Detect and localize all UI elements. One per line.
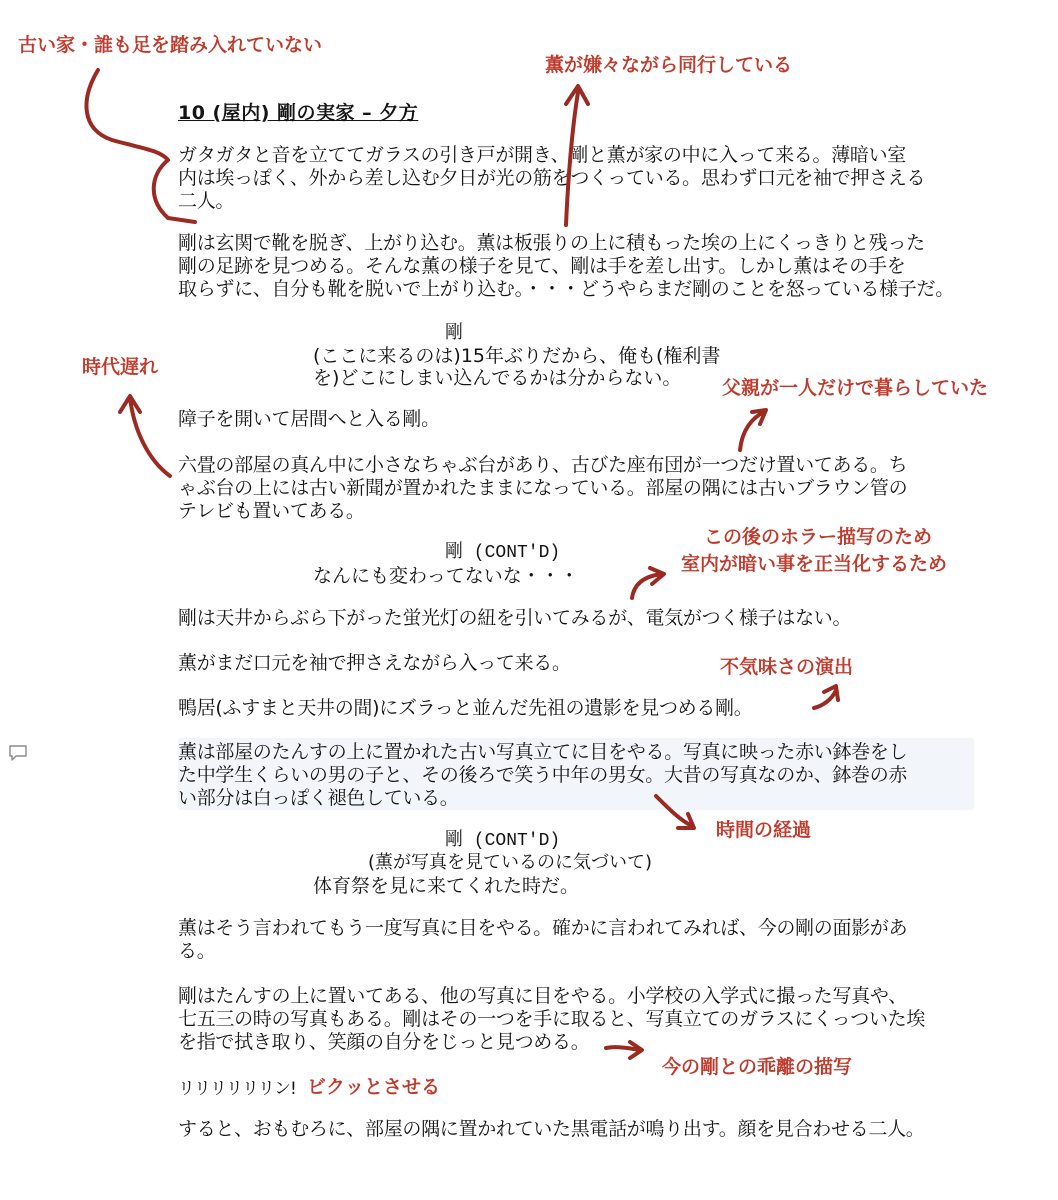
scene-heading: 10 (屋内) 剛の実家 – 夕方 <box>178 102 419 124</box>
comment-icon[interactable] <box>8 744 28 762</box>
annotation-gap: 今の剛との乖離の描写 <box>662 1056 853 1078</box>
action-paragraph: すると、おもむろに、部屋の隅に置かれていた黒電話が鳴り出す。顔を見合わせる二人。 <box>178 1118 925 1140</box>
action-paragraph: 剛は天井からぶら下がった蛍光灯の紐を引いてみるが、電気がつく様子はない。 <box>178 607 852 629</box>
dialogue-line: (ここに来るのは)15年ぶりだから、俺も(権利書 を)どこにしまい込んでるかは分からない。 <box>313 345 721 389</box>
character-name: 剛 (CONT'D) <box>445 831 561 851</box>
character-name: 剛 (CONT'D) <box>445 543 561 563</box>
annotation-horror-1: この後のホラー描写のため <box>704 526 933 548</box>
action-paragraph: 六畳の部屋の真ん中に小さなちゃぶ台があり、古びた座布団が一つだけ置いてある。ち ゃぶ台の上には古い新聞が置かれたままになっている。部屋の隅には古いブラウン管の テレビも置いてある。 <box>178 454 908 522</box>
sound-effect: リリリリリリン! <box>178 1079 296 1099</box>
action-paragraph: 障子を開いて居間へと入る剛。 <box>178 408 440 430</box>
parenthetical: (薫が写真を見ているのに気づいて) <box>368 852 653 873</box>
action-paragraph: 剛はたんすの上に置いてある、他の写真に目をやる。小学校の入学式に撮った写真や、 七五三の時の写真もある。剛はその一つを手に取ると、写真立てのガラスにくっついた埃 を指で拭き取り、笑顔の自分をじっと見つめる。 <box>178 985 926 1053</box>
annotation-outdated: 時代遅れ <box>82 356 159 378</box>
annotation-horror-2: 室内が暗い事を正当化するため <box>681 553 948 575</box>
dialogue-line: 体育祭を見に来てくれた時だ。 <box>313 875 580 897</box>
arrow-outdated <box>120 396 170 476</box>
action-paragraph: 鴨居(ふすまと天井の間)にズラっと並んだ先祖の遺影を見つめる剛。 <box>178 697 753 719</box>
action-paragraph[interactable]: 薫は部屋のたんすの上に置かれた古い写真立てに目をやる。写真に映った赤い鉢巻をし た中学生くらいの男の子と、その後ろで笑う中年の男女。大昔の写真なのか、鉢巻の赤 い部分は白っぽく褪色している。 <box>178 741 908 809</box>
annotation-old-house: 古い家・誰も足を踏み入れていない <box>18 34 323 56</box>
annotation-father-alone: 父親が一人だけで暮らしていた <box>722 377 989 399</box>
annotation-time-passage: 時間の経過 <box>716 819 812 841</box>
action-paragraph: 薫がまだ口元を袖で押さえながら入って来る。 <box>178 652 571 674</box>
dialogue-line: なんにも変わってないな・・・ <box>313 565 579 587</box>
annotation-eerie: 不気味さの演出 <box>720 656 854 678</box>
action-paragraph: ガタガタと音を立ててガラスの引き戸が開き、剛と薫が家の中に入って来る。薄暗い室 内は埃っぽく、外から差し込む夕日が光の筋をつくっている。思わず口元を袖で押さえる 二人。 <box>178 144 926 212</box>
action-paragraph: 薫はそう言われてもう一度写真に目をやる。確かに言われてみれば、今の剛の面影があ る。 <box>178 917 908 962</box>
annotation-startle: ビクッとさせる <box>307 1076 441 1098</box>
character-name: 剛 <box>445 322 463 343</box>
annotation-reluctant: 薫が嫌々ながら同行している <box>545 54 793 76</box>
action-paragraph: 剛は玄関で靴を脱ぎ、上がり込む。薫は板張りの上に積もった埃の上にくっきりと残った 剛の足跡を見つめる。そんな薫の様子を見て、剛は手を差し出す。しかし薫はその手を 取らずに、自分も靴を脱いで上がり込む。・・・どうやらまだ剛のことを怒っている様子だ。 <box>178 232 954 300</box>
